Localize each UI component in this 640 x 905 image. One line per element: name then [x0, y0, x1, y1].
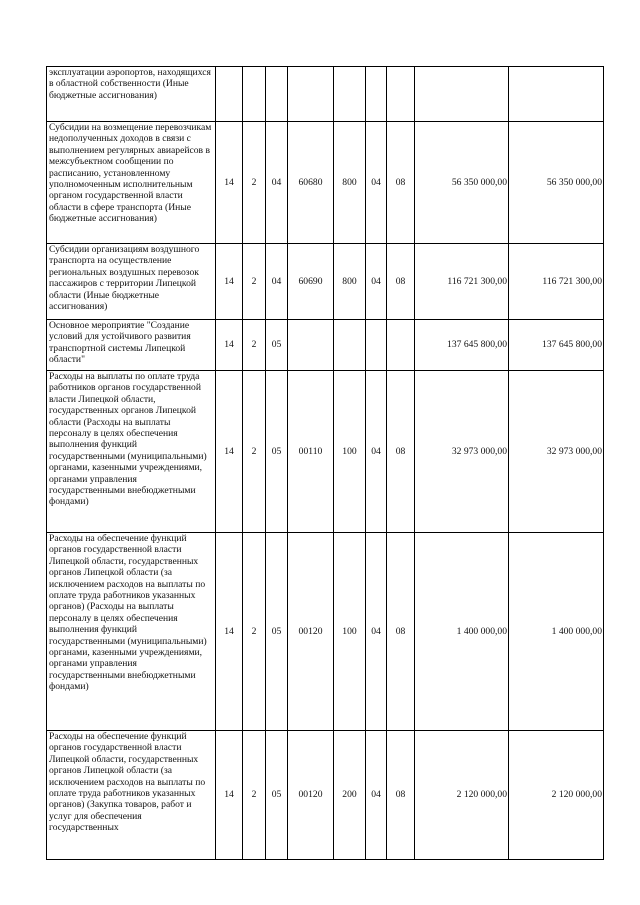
section-cell: 04	[366, 122, 387, 244]
code-column-1-cell: 14	[216, 122, 243, 244]
code-column-3-cell: 05	[266, 371, 288, 533]
table-row	[47, 371, 604, 533]
code-column-2-cell: 2	[243, 731, 266, 860]
subsection-cell: 08	[387, 244, 415, 320]
table-row	[47, 731, 604, 860]
section-cell: 04	[366, 533, 387, 731]
amount-total-cell	[509, 67, 604, 122]
subsection-cell	[387, 320, 415, 371]
expense-type-cell: 200	[334, 731, 366, 860]
section-cell	[366, 320, 387, 371]
code-column-1-cell: 14	[216, 533, 243, 731]
subsection-cell: 08	[387, 533, 415, 731]
code-column-3-cell: 04	[266, 122, 288, 244]
expense-type-cell: 100	[334, 533, 366, 731]
code-column-3-cell: 05	[266, 731, 288, 860]
amount-cell: 1 400 000,00	[415, 533, 509, 731]
table-row	[47, 320, 604, 371]
table-row	[47, 67, 604, 122]
code-column-1-cell	[216, 67, 243, 122]
amount-total-cell: 32 973 000,00	[509, 371, 604, 533]
target-code-cell	[288, 320, 334, 371]
code-column-2-cell: 2	[243, 371, 266, 533]
code-column-2-cell: 2	[243, 244, 266, 320]
row-description: Субсидии на возмещение перевозчикам недополученных доходов в связи с выполнением регулярных авиарейсов в межсубъектном сообщении по расписанию, установленному уполномоченным исполнительным органом государственной власти области в сфере транспорта (Иные бюджетные ассигнования)	[47, 122, 216, 244]
amount-total-cell: 137 645 800,00	[509, 320, 604, 371]
code-column-3-cell: 05	[266, 320, 288, 371]
section-cell: 04	[366, 371, 387, 533]
target-code-cell	[288, 67, 334, 122]
expense-type-cell	[334, 67, 366, 122]
amount-total-cell: 2 120 000,00	[509, 731, 604, 860]
expense-type-cell: 800	[334, 244, 366, 320]
code-column-2-cell	[243, 67, 266, 122]
row-description: эксплуатации аэропортов, находящихся в областной собственности (Иные бюджетные ассигнования)	[47, 67, 216, 122]
row-description: Субсидии организациям воздушного транспорта на осуществление региональных воздушных перевозок пассажиров с территории Липецкой области (Иные бюджетные ассигнования)	[47, 244, 216, 320]
amount-cell: 56 350 000,00	[415, 122, 509, 244]
code-column-3-cell: 05	[266, 533, 288, 731]
section-cell: 04	[366, 731, 387, 860]
row-description: Расходы на выплаты по оплате труда работников органов государственной власти Липецкой области, государственных органов Липецкой области (Расходы на выплаты персоналу в целях обеспечения выполнения функций государственными (муниципальными) органами, казенными учреждениями, органами управления государственными внебюджетными фондами)	[47, 371, 216, 533]
target-code-cell: 00110	[288, 371, 334, 533]
amount-cell: 32 973 000,00	[415, 371, 509, 533]
code-column-1-cell: 14	[216, 731, 243, 860]
target-code-cell: 60690	[288, 244, 334, 320]
expense-type-cell	[334, 320, 366, 371]
subsection-cell: 08	[387, 731, 415, 860]
code-column-1-cell: 14	[216, 244, 243, 320]
section-cell: 04	[366, 244, 387, 320]
expense-type-cell: 100	[334, 371, 366, 533]
target-code-cell: 00120	[288, 731, 334, 860]
table-row	[47, 122, 604, 244]
amount-cell: 116 721 300,00	[415, 244, 509, 320]
subsection-cell: 08	[387, 371, 415, 533]
code-column-2-cell: 2	[243, 320, 266, 371]
budget-table	[46, 66, 604, 860]
table-row	[47, 533, 604, 731]
table-row	[47, 244, 604, 320]
target-code-cell: 00120	[288, 533, 334, 731]
section-cell	[366, 67, 387, 122]
amount-total-cell: 56 350 000,00	[509, 122, 604, 244]
code-column-3-cell: 04	[266, 244, 288, 320]
row-description: Основное мероприятие "Создание условий для устойчивого развития транспортной системы Липецкой области"	[47, 320, 216, 371]
amount-cell	[415, 67, 509, 122]
amount-cell: 2 120 000,00	[415, 731, 509, 860]
code-column-2-cell: 2	[243, 533, 266, 731]
code-column-2-cell: 2	[243, 122, 266, 244]
amount-cell: 137 645 800,00	[415, 320, 509, 371]
code-column-3-cell	[266, 67, 288, 122]
subsection-cell	[387, 67, 415, 122]
subsection-cell: 08	[387, 122, 415, 244]
row-description: Расходы на обеспечение функций органов государственной власти Липецкой области, государственных органов Липецкой области (за исключением расходов на выплаты по оплате труда работников указанных органов) (Закупка товаров, работ и услуг для обеспечения государственных	[47, 731, 216, 860]
row-description: Расходы на обеспечение функций органов государственной власти Липецкой области, государственных органов Липецкой области (за исключением расходов на выплаты по оплате труда работников указанных органов) (Расходы на выплаты персоналу в целях обеспечения выполнения функций государственными (муниципальными) органами, казенными учреждениями, органами управления государственными внебюджетными фондами)	[47, 533, 216, 731]
target-code-cell: 60680	[288, 122, 334, 244]
amount-total-cell: 116 721 300,00	[509, 244, 604, 320]
expense-type-cell: 800	[334, 122, 366, 244]
code-column-1-cell: 14	[216, 371, 243, 533]
code-column-1-cell: 14	[216, 320, 243, 371]
amount-total-cell: 1 400 000,00	[509, 533, 604, 731]
